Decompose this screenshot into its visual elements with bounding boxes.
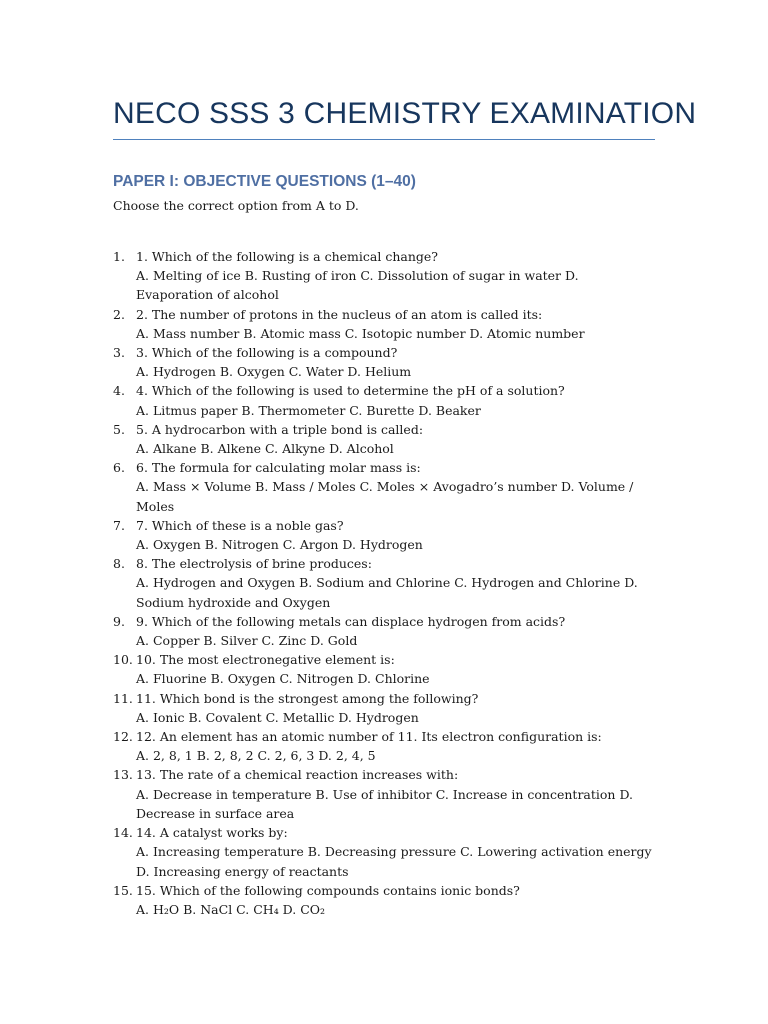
- question-options: A. Increasing temperature B. Decreasing pressure C. Lowering activation energy D. Increasing energy of reactants: [136, 844, 652, 879]
- question-number: 8.: [113, 556, 125, 572]
- question-options: A. Ionic B. Covalent C. Metallic D. Hydrogen: [136, 709, 419, 725]
- question-number: 9.: [113, 613, 125, 629]
- document-title: NECO SSS 3 CHEMISTRY EXAMINATION: [113, 97, 697, 130]
- question-list: [113, 247, 658, 919]
- question-number: 11.: [113, 690, 133, 706]
- question-text: 14. A catalyst works by:: [136, 825, 288, 841]
- title-divider: [113, 139, 655, 140]
- question-item: [113, 689, 658, 727]
- question-options: A. 2, 8, 1 B. 2, 8, 2 C. 2, 6, 3 D. 2, 4, 5: [136, 748, 376, 764]
- question-options: A. Copper B. Silver C. Zinc D. Gold: [136, 633, 358, 649]
- question-item: [113, 881, 658, 919]
- question-item: [113, 381, 658, 419]
- question-number: 7.: [113, 517, 125, 533]
- question-item: [113, 458, 658, 516]
- question-text: 8. The electrolysis of brine produces:: [136, 556, 372, 572]
- question-options: A. H₂O B. NaCl C. CH₄ D. CO₂: [136, 901, 326, 917]
- question-options: A. Mass × Volume B. Mass / Moles C. Moles × Avogadro’s number D. Volume / Moles: [136, 479, 634, 514]
- question-text: 3. Which of the following is a compound?: [136, 345, 398, 361]
- question-options: A. Fluorine B. Oxygen C. Nitrogen D. Chlorine: [136, 671, 430, 687]
- question-text: 15. Which of the following compounds contains ionic bonds?: [136, 882, 520, 898]
- question-text: 7. Which of these is a noble gas?: [136, 517, 344, 533]
- question-item: [113, 823, 658, 881]
- question-item: [113, 650, 658, 688]
- question-text: 1. Which of the following is a chemical change?: [136, 249, 438, 264]
- question-options: A. Mass number B. Atomic mass C. Isotopic number D. Atomic number: [136, 325, 585, 341]
- question-text: 5. A hydrocarbon with a triple bond is called:: [136, 421, 424, 437]
- question-item: [113, 305, 658, 343]
- question-options: A. Litmus paper B. Thermometer C. Burette D. Beaker: [136, 402, 481, 418]
- question-item: [113, 765, 658, 823]
- question-options: A. Alkane B. Alkene C. Alkyne D. Alcohol: [136, 441, 394, 457]
- question-text: 13. The rate of a chemical reaction increases with:: [136, 767, 459, 783]
- question-number: 5.: [113, 421, 125, 437]
- question-options: A. Melting of ice B. Rusting of iron C. Dissolution of sugar in water D. Evaporation of alcohol: [136, 268, 579, 303]
- question-number: 6.: [113, 460, 125, 476]
- question-text: 10. The most electronegative element is:: [136, 652, 395, 668]
- question-options: A. Decrease in temperature B. Use of inhibitor C. Increase in concentration D. Decrease in surface area: [136, 786, 634, 821]
- question-options: A. Hydrogen and Oxygen B. Sodium and Chlorine C. Hydrogen and Chlorine D. Sodium hydroxide and Oxygen: [136, 575, 638, 610]
- question-text: 6. The formula for calculating molar mass is:: [136, 460, 421, 476]
- question-text: 2. The number of protons in the nucleus of an atom is called its:: [136, 306, 543, 322]
- question-item: [113, 247, 658, 305]
- question-item: [113, 420, 658, 458]
- question-number: 10.: [113, 652, 133, 668]
- question-text: 11. Which bond is the strongest among the following?: [136, 690, 479, 706]
- instruction-text: Choose the correct option from A to D.: [113, 198, 359, 213]
- question-number: 3.: [113, 345, 125, 361]
- question-text: 4. Which of the following is used to determine the pH of a solution?: [136, 383, 565, 399]
- question-item: [113, 612, 658, 650]
- question-item: [113, 727, 658, 765]
- question-text: 12. An element has an atomic number of 11. Its electron configuration is:: [136, 729, 602, 745]
- question-number: 15.: [113, 882, 133, 898]
- question-number: 4.: [113, 383, 125, 399]
- question-options: A. Hydrogen B. Oxygen C. Water D. Helium: [136, 364, 412, 380]
- question-item: [113, 554, 658, 612]
- question-number: 14.: [113, 825, 133, 841]
- question-number: 2.: [113, 306, 125, 322]
- question-text: 9. Which of the following metals can displace hydrogen from acids?: [136, 613, 566, 629]
- question-number: 12.: [113, 729, 133, 745]
- question-number: 1.: [113, 249, 125, 264]
- section-heading: PAPER I: OBJECTIVE QUESTIONS (1–40): [113, 173, 416, 190]
- question-item: [113, 516, 658, 554]
- question-options: A. Oxygen B. Nitrogen C. Argon D. Hydrogen: [136, 537, 423, 553]
- question-number: 13.: [113, 767, 133, 783]
- question-item: [113, 343, 658, 381]
